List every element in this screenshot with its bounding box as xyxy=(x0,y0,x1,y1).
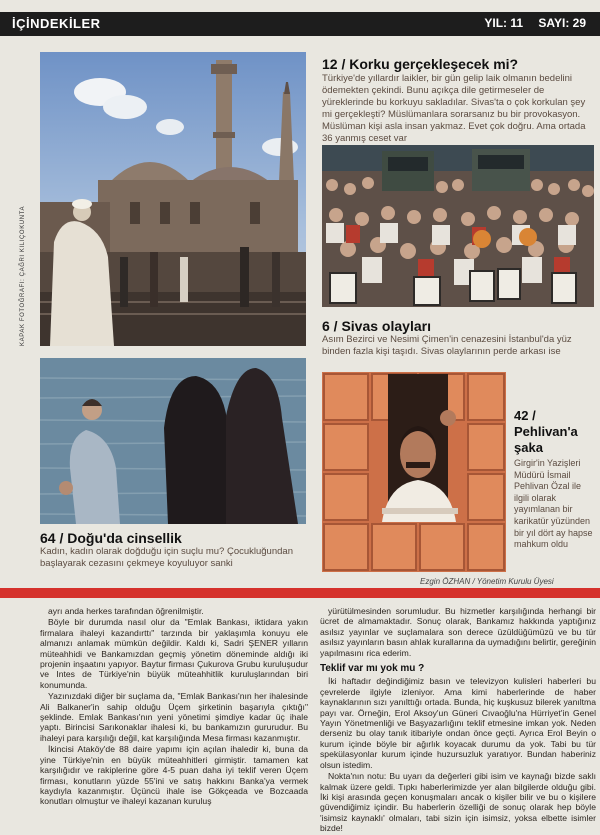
article-42-summary: Girgir'in Yazişleri Müdürü İsmail Pehlivan Özal ile ilgili olarak yayımlanan bir karikatür yüzünden bir yıl dört ay hapse mahkum oldu xyxy=(514,458,593,550)
article-12-summary: Türkiye'de yıllardır laikler, bir gün gelip laik olmanın bedelini ödemekten çekindi. Bunu açıkça dile getirmeseler de yüreklerinde bu korkuyu sakladılar. Sivas'ta o çok korkulan şey mi gerçekleşti? Müslümanlara sorarsanız bu bir provokasyon. Müslüman kişi asla insan yakmaz. Evet çok doğru. Ama ortada 36 yanmış ceset var xyxy=(322,73,586,144)
year-label: YIL: 11 xyxy=(484,16,524,30)
women-photo[interactable] xyxy=(40,358,306,524)
letter-signoff: Ezgin ÖZHAN / Yönetim Kurulu Üyesi xyxy=(420,577,554,586)
article-12-title[interactable]: 12 / Korku gerçekleşecek mi? xyxy=(322,56,519,72)
paragraph: İkincisi Ataköy'de 88 daire yapımı için açılan ihaledir ki, buna da yine Türkiye'nin en büyük müteahhitleri girmiştir. tamamen kat karşılığıdır ve rakiplerine göre 4-5 puan daha iyi teklif veren Üçem firması, konutların yüzde 55'ini ve satış hakkını Banka'ya vermek kaydıyla kazanmıştır. Üçüncü ihale ise Gökçeada ve Bozcaada konutları olmuştur ve ihaleyi kazanan kuruluş xyxy=(40,744,308,807)
paragraph: Böyle bir durumda nasıl olur da "Emlak Bankası, iktidara yakın firmalara ihaleyi kazandırttı" tarzında bir yaklaşımla konuyu ele almanızı anlamak mümkün değildir. Kaldı ki, Sadri ŞENER yılların müteahhidi ve Bankamızdan geçmiş yönetim döneminde aldığı iki projenin inşaatını yapıyor. Baytur firması Çukurova Grubu kuruluşudur ve Intes de Türkiye'nin büyük müteahhitlik kuruluşlarından biri konumunda. xyxy=(40,617,308,690)
subheading: Teklif var mı yok mu ? xyxy=(320,663,425,675)
letter-column-right xyxy=(320,606,596,835)
photo-credit: KAPAK FOTOĞRAFI: ÇAĞRI KILIÇOKUNTA xyxy=(20,205,26,346)
mosque-photo[interactable] xyxy=(40,52,306,346)
paragraph: Yazınızdaki diğer bir suçlama da, "Emlak Bankası'nın her ihalesinde Ali Balkaner'in sahip olduğu Üçem şirketinin başarıyla çıktığı" şeklinde. Emlak Bankası'nın yeni yönetimi şimdiye kadar üç ihale yaptı. Birincisi Sarıkonaklar ihalesi ki, bu bankamızın gururudur. Bu ihaleyi para karşılığı değil, kat karşılığında Mesa firması kazanmıştır. xyxy=(40,691,308,743)
section-divider xyxy=(0,588,600,598)
article-64-summary: Kadın, kadın olarak doğduğu için suçlu mu? Çocukluğundan başlayarak cezasını çekmeye koyuluyor sanki xyxy=(40,546,293,569)
paragraph: Nokta'nın notu: Bu uyarı da değerleri gibi isim ve kaynağı bizde saklı kalmak üzere geldi. Tıpkı haberlerimizde yer alan bilgilerde olduğu gibi. İki kişi arasında geçen konuşmaları ancak o kişiler bilir ve bu o kişilere güvendiğimiz içindir. Bu haberlerin özelliği de sonuç olarak hep böyle 'isimsiz kaynaklı' olmaları, tabi sizin için isimsiz, yoksa elbette isimler bizde! xyxy=(320,771,596,834)
section-title: İÇİNDEKİLER xyxy=(12,16,101,31)
article-42-title[interactable]: 42 / Pehlivan'a şaka xyxy=(514,408,578,455)
prisoner-photo[interactable] xyxy=(322,372,506,572)
paragraph: ayrı anda herkes tarafından öğrenilmiştir. xyxy=(48,606,204,616)
header-bar xyxy=(0,12,600,36)
article-6-summary: Asım Bezirci ve Nesimi Çimen'in cenazesini İstanbul'da yüz binden fazla kişi taşıdı. Sivas olaylarının perde arkası ise xyxy=(322,334,572,357)
issue-label: SAYI: 29 xyxy=(538,16,586,30)
article-64-title[interactable]: 64 / Doğu'da cinsellik xyxy=(40,530,182,546)
crowd-photo[interactable] xyxy=(322,145,594,307)
issue-info xyxy=(472,16,586,30)
paragraph: İki haftadır değindiğimiz basın ve televizyon kulisleri haberleri bu çevrelerde ilgiyle izleniyor. Ama kimi haberlerinde de haber kaynaklarının sızı yanılttığı ortada. Bunda, hiç kuşkusuz bilerek yanıltma payı var. Örneğin, Erol Aksoy'un Güneri Cıvaoğlu'na Hürriyet'in Genel Yayın Yönetmenliği ve Başyazarlığını teklif etmesine imkan yok. Neden derseniz bu olay tanık itibariyle ondan önce geçti. Ayrıca Erol Beyin o kurum içinde böyle bir ağırlık koyacak durumu da yok. Tabi bu tür spekülasyonlar kurum içinde huzursuzluk yaratıyor. Bundan haberiniz olsun istedim. xyxy=(320,676,596,770)
paragraph: yürütülmesinden sorumludur. Bu hizmetler karşılığında herhangi bir ücret de almamaktadır. Sonuç olarak, Bankamız hakkında yaptığınız asılsız yayınlar ve suçlamalara son derece üzüldüğümüzü ve bu tür asılsız yayınların basın ahlak kurallarına da uymadığını belirtir, gereğinin yapılmasını rica ederim. xyxy=(320,606,596,658)
letter-column-left xyxy=(40,606,308,808)
article-6-title[interactable]: 6 / Sivas olayları xyxy=(322,318,431,334)
